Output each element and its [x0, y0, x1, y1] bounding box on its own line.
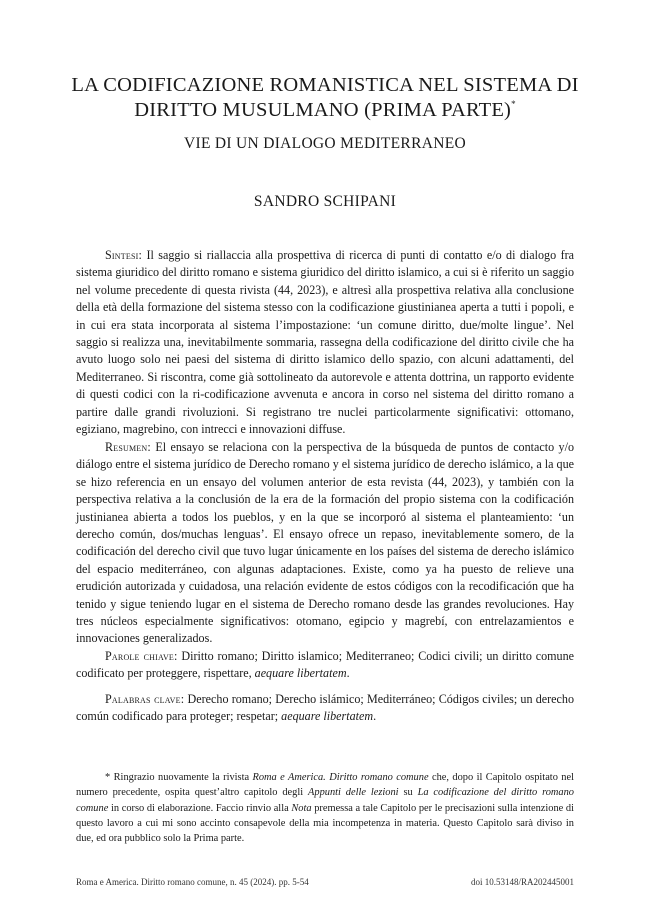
- article-subtitle: VIE DI UN DIALOGO MEDITERRANEO: [184, 135, 466, 152]
- parole-chiave-label: Parole chiave:: [105, 649, 178, 663]
- journal-citation: Roma e America. Diritto romano comune, n. 45 (2024). pp. 5-54: [76, 877, 309, 887]
- palabras-clave-italic: aequare libertatem: [281, 709, 374, 724]
- title-footnote: [76, 770, 574, 846]
- footnote-text-3: su: [403, 787, 413, 799]
- sintesi-label: Sintesi:: [105, 248, 143, 262]
- parole-chiave-end: .: [346, 666, 350, 681]
- palabras-clave-end: .: [373, 709, 377, 724]
- author-name: SANDRO SCHIPANI: [253, 193, 397, 210]
- abstract-spanish: [76, 439, 574, 648]
- footnote-italic-appunti: Appunti delle lezioni: [308, 787, 399, 799]
- abstract-italian: [76, 247, 574, 438]
- footnote-italic-nota: Nota: [291, 802, 312, 814]
- footnote-text-1: Ringrazio nuovamente la rivista: [113, 772, 250, 783]
- sintesi-text: Il saggio si riallaccia alla prospettiva di ricerca di punti di contatto e/o di dialogo fra sistema giuridico del diritto romano e sistema giuridico del diritto islamico, a cui si è riferito un saggio nel volume precedente di questa rivista (44, 2023), e altresì alla prospettiva relativa alla conclusione della età della formazione del sistema stesso con la codificazione giustinianea aperta a tutti i popoli, e in cui era stata incorporata al sistema l’impostazione: ‘un comune diritto, due/molte lingue’. Nel saggio si realizza una, inevitabilmente sommaria, rassegna della codificazione del diritto civile che ha avuto luogo solo nei paesi del sistema di diritto islamico dello spazio, con alcuni adattamenti, del Mediterraneo. Si riscontra, come già sottolineato da autorevole e attenta dottrina, un rapporto evidente di questi codici con la ri-codificazione avvenuta e ancora in corso nel sistema del diritto romano a partire dalle grandi rivoluzioni. Si registrano tre nuclei particolarmente significativi: ottomano, egiziano, magrebino, con intrecci e innovazioni diffuse.: [76, 248, 574, 437]
- footnote-text-4: in corso di elaborazione. Faccio rinvio alla: [110, 802, 289, 814]
- resumen-text: El ensayo se relaciona con la perspectiva de la búsqueda de puntos de contacto y/o diálogo entre el sistema jurídico de Derecho romano y el sistema jurídico de derecho islámico, a la que se hizo referencia en un ensayo del volumen anterior de esta revista (44, 2023), y también con la perspectiva relativa a la conclusión de la era de la formación del propio sistema con la codificación justinianea abierta a todos los pueblos, y en la que se incorporó al sistema el planteamiento: ‘un derecho común, dos/muchas lenguas’. El ensayo ofrece un repaso, inevitablemente somero, de la codificación del derecho civil que tuvo lugar únicamente en los países del sistema de derecho islámico del espacio mediterráneo, con algunas adaptaciones. Existe, como ya ha puesto de relieve una erudición autorizada y cuidadosa, una relación evidente de estos códigos con la recodificación que ha tenido y sigue teniendo lugar en el sistema de Derecho romano desde las grandes revoluciones. Hay tres núcleos especialmente significativos: otomano, egipcio y magrebí, con entrelazamientos e innovaciones generalizados.: [76, 440, 574, 646]
- keywords-italian: [76, 648, 574, 683]
- title-line-1: LA CODIFICAZIONE ROMANISTICA NEL SISTEMA DI: [71, 74, 579, 96]
- palabras-clave-label: Palabras clave:: [105, 692, 185, 706]
- resumen-label: Resumen:: [105, 440, 151, 454]
- palabras-clave-text: Derecho romano; Derecho islámico; Mediterráneo; Códigos civiles; un derecho común codificado para proteger; respetar;: [76, 692, 575, 724]
- parole-chiave-text: Diritto romano; Diritto islamico; Mediterraneo; Codici civili; un diritto comune codificato per proteggere, rispettare,: [76, 649, 574, 681]
- page-footer: [76, 876, 574, 888]
- article-title: [60, 73, 590, 123]
- title-footnote-marker[interactable]: *: [511, 99, 516, 109]
- footnote-marker: *: [105, 772, 111, 783]
- parole-chiave-italic: aequare libertatem: [254, 666, 347, 681]
- footnote-italic-codificazione: La codificazione del diritto romano comune: [76, 787, 575, 814]
- footnote-text-5: premessa a tale Capitolo per le precisazioni sulla intenzione di questo lavoro a cui mi sono accinto consapevole della mia incompetenza in materia. Questo Capitolo sarà diviso in due, ed ora pubblico solo la Prima parte.: [76, 802, 574, 845]
- title-line-2: DIRITTO MUSULMANO (PRIMA PARTE): [134, 99, 512, 121]
- doi-link[interactable]: doi 10.53148/RA202445001: [470, 877, 574, 887]
- footnote-italic-journal: Roma e America. Diritto romano comune: [252, 772, 429, 783]
- keywords-spanish: [76, 691, 574, 726]
- footnote-text-2: che, dopo il Capitolo ospitato nel numero precedente, ospita quest’altro capitolo degli: [76, 772, 574, 799]
